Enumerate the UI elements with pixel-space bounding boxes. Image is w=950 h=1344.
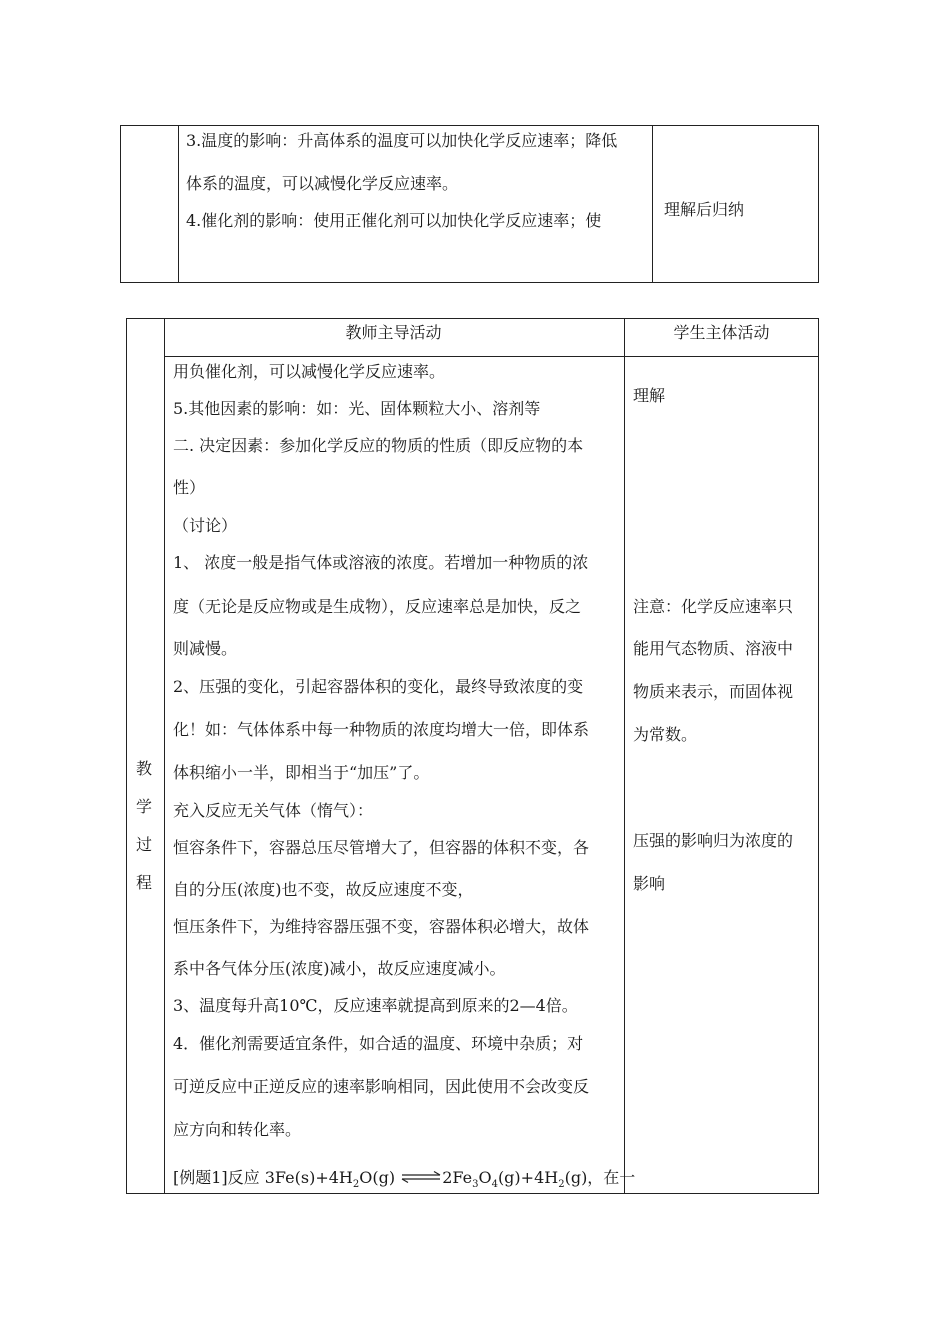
teacher-line: 体积缩小一半，即相当于“加压”了。 [173, 763, 430, 782]
teacher-line: 系中各气体分压(浓度)减小，故反应速度减小。 [173, 959, 506, 978]
teacher-line: 化！如：气体体系中每一种物质的浓度均增大一倍，即体系 [173, 720, 590, 739]
col-divider [164, 319, 165, 1193]
text-line: 体系的温度，可以减慢化学反应速率。 [186, 174, 459, 193]
teacher-line: 1、 浓度一般是指气体或溶液的浓度。若增加一种物质的浓 [173, 553, 589, 572]
teacher-line: 可逆反应中正逆反应的速率影响相同，因此使用不会改变反 [173, 1077, 590, 1096]
student-line: 压强的影响归为浓度的 [633, 831, 794, 850]
col-divider [652, 126, 653, 282]
teacher-line: 性） [173, 478, 206, 497]
subscript: 2 [352, 1179, 360, 1191]
teacher-line: 4．催化剂需要适宜条件，如合适的温度、环境中杂质；对 [173, 1034, 584, 1053]
student-line: 理解 [633, 386, 666, 405]
col-divider [178, 126, 179, 282]
subscript: 4 [491, 1179, 498, 1191]
reversible-arrow-icon [400, 1169, 442, 1189]
teacher-line: 用负催化剂，可以减慢化学反应速率。 [173, 362, 446, 381]
side-label-char: 教 [135, 759, 152, 778]
text-line: 4.催化剂的影响：使用正催化剂可以加快化学反应速率；使 [186, 211, 602, 230]
example-text: O [478, 1168, 492, 1187]
student-line: 物质来表示，而固体视 [633, 682, 794, 701]
teacher-line: 2、压强的变化，引起容器体积的变化，最终导致浓度的变 [173, 677, 584, 696]
teacher-line: 3、温度每升高10℃，反应速率就提高到原来的2—4倍。 [173, 996, 578, 1015]
teacher-line: 则减慢。 [173, 639, 238, 658]
subscript: 2 [558, 1179, 565, 1191]
example-text: O(g) [359, 1168, 401, 1187]
student-line: 能用气态物质、溶液中 [633, 639, 794, 658]
header-teacher-activity: 教师主导活动 [345, 323, 442, 342]
teacher-line: （讨论） [173, 516, 238, 535]
teacher-line: 5.其他因素的影响：如：光、固体颗粒大小、溶剂等 [173, 399, 541, 418]
example-prefix: [例题1]反应 3Fe(s)+4H [173, 1168, 353, 1187]
subscript: 3 [472, 1179, 479, 1191]
teacher-line: 自的分压(浓度)也不变，故反应速度不变， [173, 880, 474, 899]
teacher-line: 应方向和转化率。 [173, 1120, 302, 1139]
header-divider [164, 356, 818, 357]
side-label-char: 学 [135, 797, 152, 816]
teacher-line: 恒压条件下，为维持容器压强不变，容器体积必增大，故体 [173, 917, 590, 936]
example-equation-line [173, 1168, 635, 1195]
teacher-line: 二. 决定因素：参加化学反应的物质的性质（即反应物的本 [173, 436, 584, 455]
student-line: 影响 [633, 874, 666, 893]
teacher-line: 度（无论是反应物或是生成物），反应速率总是加快，反之 [173, 597, 582, 616]
student-line: 注意：化学反应速率只 [633, 597, 794, 616]
teacher-line: 充入反应无关气体（惰气）： [173, 801, 374, 820]
side-label-char: 程 [135, 873, 152, 892]
side-label-char: 过 [135, 835, 152, 854]
example-suffix: (g)，在一 [564, 1168, 636, 1187]
example-text: 2Fe [442, 1168, 473, 1187]
header-student-activity: 学生主体活动 [673, 323, 770, 342]
col-divider [624, 319, 625, 1193]
example-text: (g)+4H [497, 1168, 559, 1187]
student-line: 为常数。 [633, 725, 698, 744]
teacher-line: 恒容条件下，容器总压尽管增大了，但容器的体积不变，各 [173, 838, 590, 857]
student-activity-text: 理解后归纳 [664, 200, 745, 219]
text-line: 3.温度的影响：升高体系的温度可以加快化学反应速率；降低 [186, 131, 618, 150]
